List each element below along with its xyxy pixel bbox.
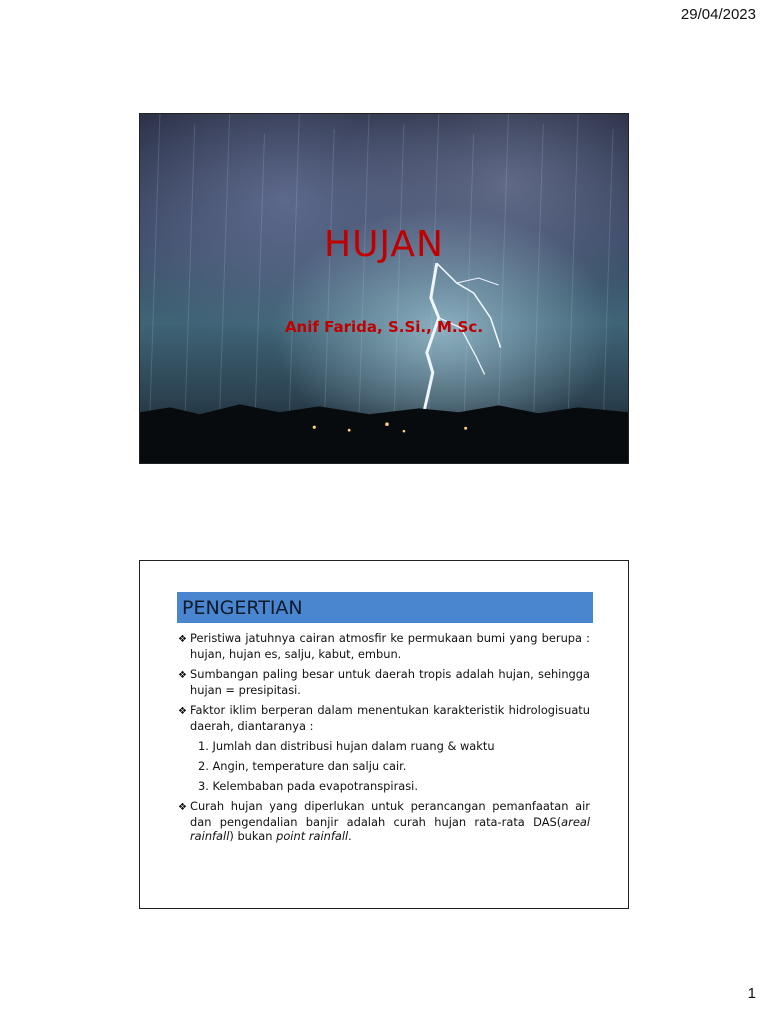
slide-header-bar	[177, 592, 593, 623]
bullet-item	[178, 631, 590, 661]
diamond-bullet-icon: ❖	[178, 802, 187, 813]
bullet-text: Peristiwa jatuhnya cairan atmosfir ke permukaan bumi yang berupa : hujan, hujan es, salju, kabut, embun.	[190, 631, 590, 661]
slide-author: Anif Farida, S.Si., M.Sc.	[284, 318, 484, 336]
storm-lightning-image	[140, 114, 628, 463]
numbered-item: 2. Angin, temperature dan salju cair.	[198, 759, 407, 773]
bullet-text: .	[348, 829, 352, 843]
bullet-text: Faktor iklim berperan dalam menentukan karakteristik hidrologisuatu daerah, diantaranya :	[190, 703, 590, 733]
diamond-bullet-icon: ❖	[178, 706, 187, 717]
diamond-bullet-icon: ❖	[178, 670, 187, 681]
bullet-text: Curah hujan yang diperlukan untuk perancangan pemanfaatan air dan pengendalian banjir adalah curah hujan rata-rata DAS(	[190, 799, 590, 829]
bullet-item	[178, 703, 590, 733]
italic-term: point rainfall	[276, 829, 349, 843]
bullet-item	[178, 799, 590, 843]
italic-term: areal rainfall	[190, 815, 590, 843]
bullet-text: ) bukan	[229, 829, 277, 843]
slide-title: HUJAN	[324, 224, 444, 265]
numbered-list	[198, 739, 590, 793]
bullet-item	[178, 667, 590, 697]
page-date: 29/04/2023	[680, 6, 756, 23]
bullet-text: Sumbangan paling besar untuk daerah tropis adalah hujan, sehingga hujan = presipitasi.	[190, 667, 590, 697]
page-number: 1	[747, 985, 756, 1002]
diamond-bullet-icon: ❖	[178, 634, 187, 645]
slide-heading: PENGERTIAN	[182, 597, 303, 619]
title-slide	[139, 113, 629, 464]
numbered-item: 3. Kelembaban pada evapotranspirasi.	[198, 779, 418, 793]
numbered-item: 1. Jumlah dan distribusi hujan dalam ruang & waktu	[198, 739, 495, 753]
content-slide	[139, 560, 629, 909]
slide-body	[178, 631, 590, 849]
